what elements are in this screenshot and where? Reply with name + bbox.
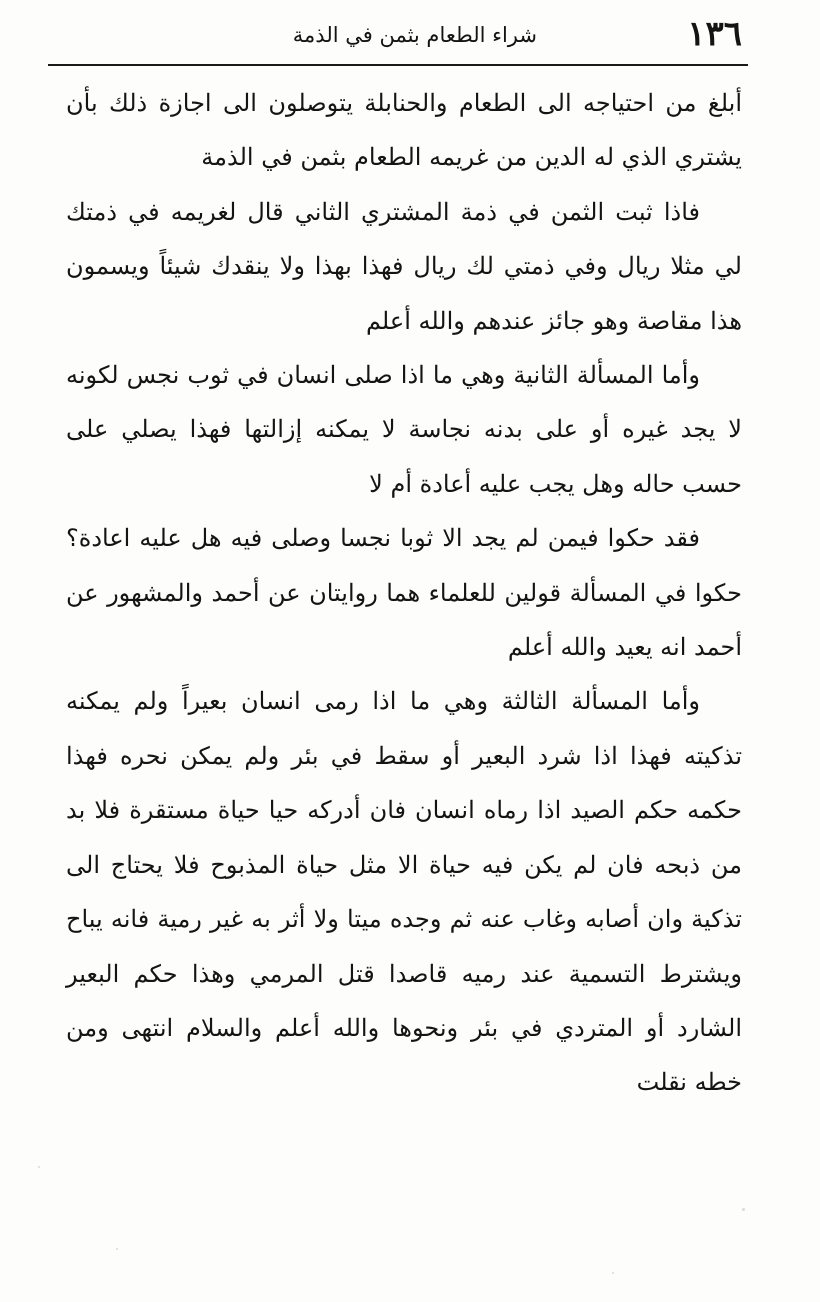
paragraph: فقد حكوا فيمن لم يجد الا ثوبا نجسا وصلى فيه هل عليه اعادة؟ حكوا في المسألة قولين للعلماء هما روايتان عن أحمد والمشهور عن أحمد انه يعيد والله أعلم: [66, 524, 742, 662]
paragraph: أبلغ من احتياجه الى الطعام والحنابلة يتوصلون الى اجازة ذلك بأن يشتري الذي له الدين من غريمه الطعام بثمن في الذمة: [66, 89, 742, 172]
paragraph: وأما المسألة الثالثة وهي ما اذا رمى انسان بعيراً ولم يمكنه تذكيته فهذا اذا شرد البعير أو سقط في بئر ولم يمكن نحره فهذا حكمه حكم الصيد اذا رماه انسان فان أدركه حيا حياة مستقرة فلا بد من ذبحه فان لم يكن فيه حياة الا مثل حياة المذبوح فلا يحتاج الى تذكية وان أصابه وغاب عنه ثم وجده ميتا ولا أثر به غير رمية فانه يباح ويشترط التسمية عند رميه قاصدا قتل المرمي وهذا حكم البعير الشارد أو المتردي في بئر ونحوها والله أعلم والسلام انتهى ومن خطه نقلت: [66, 687, 742, 1097]
paper-speckle: [116, 1248, 118, 1250]
paper-speckle: [38, 1166, 40, 1168]
paper-speckle: [742, 1208, 745, 1211]
paragraph: وأما المسألة الثانية وهي ما اذا صلى انسان في ثوب نجس لكونه لا يجد غيره أو على بدنه نجاسة لا يمكنه إزالتها فهذا يصلي على حسب حاله وهل يجب عليه أعادة أم لا: [66, 361, 742, 498]
paper-speckle: [612, 1272, 614, 1274]
paragraph: فاذا ثبت الثمن في ذمة المشتري الثاني قال لغريمه في ذمتك لي مثلا ريال وفي ذمتي لك ريال فهذا بهذا ولا ينقدك شيئاً ويسمون هذا مقاصة وهو جائز عندهم والله أعلم: [66, 197, 742, 335]
page-header: [62, 12, 742, 56]
running-title: شراء الطعام بثمن في الذمة: [292, 23, 537, 47]
page-number: ١٣٦: [687, 14, 742, 54]
header-divider: [48, 64, 748, 66]
body-text: [66, 76, 742, 1110]
